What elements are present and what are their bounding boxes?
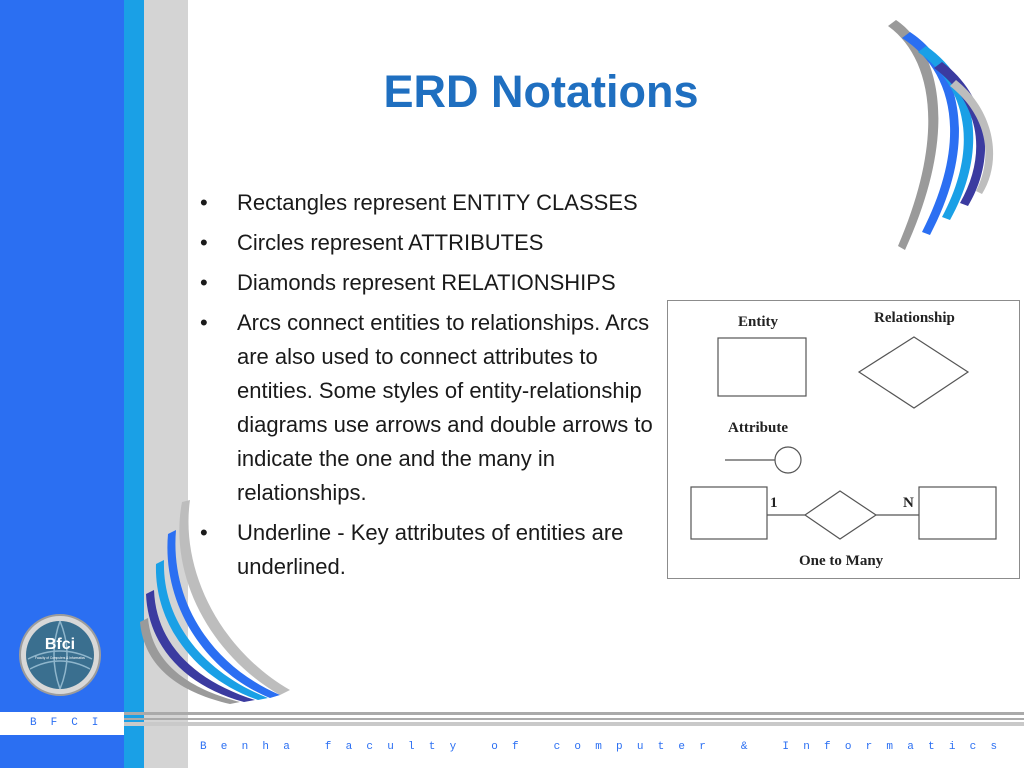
one-entity-rectangle — [691, 487, 767, 539]
entity-label: Entity — [738, 314, 779, 330]
page-title: ERD Notations — [383, 66, 699, 117]
bullet-item-underline — [196, 516, 666, 584]
relationship-diamond — [859, 337, 968, 408]
bullet-text: Arcs connect entities to relationships. Arcs are also used to connect attributes to entities. Some styles of entity-relationship diagrams use arrows and double arrows to indicate the one and the many in relationships. — [237, 310, 653, 505]
bullet-list — [196, 186, 666, 590]
relationship-label: Relationship — [874, 310, 955, 326]
bullet-item-entities — [196, 186, 666, 220]
erd-notation-figure — [667, 300, 1020, 579]
one-to-many-diamond — [805, 491, 876, 539]
bullet-dot: • — [200, 520, 208, 545]
bullet-item-attributes — [196, 226, 666, 260]
logo-subtext: Faculty of Computers & Informatics — [35, 656, 85, 660]
bfci-logo — [18, 613, 102, 697]
bullet-dot: • — [200, 270, 208, 295]
one-cardinality-label: 1 — [770, 495, 778, 511]
many-cardinality-label: N — [903, 495, 914, 511]
footer-divider — [124, 722, 1024, 726]
one-to-many-caption: One to Many — [799, 553, 884, 569]
bullet-item-relationships — [196, 266, 666, 300]
bullet-item-arcs — [196, 306, 666, 510]
bullet-dot: • — [200, 190, 208, 215]
logo-text: Bfci — [44, 636, 76, 653]
bullet-text: Rectangles represent ENTITY CLASSES — [237, 190, 638, 215]
attribute-circle — [775, 447, 801, 473]
many-entity-rectangle — [919, 487, 996, 539]
decorative-swoosh-top-right — [830, 10, 1010, 280]
bullet-dot: • — [200, 310, 208, 335]
bullet-text: Underline - Key attributes of entities are underlined. — [237, 520, 624, 579]
footer-divider — [124, 712, 1024, 715]
bullet-text: Diamonds represent RELATIONSHIPS — [237, 270, 616, 295]
footer-divider — [124, 718, 1024, 720]
entity-rectangle — [718, 338, 806, 396]
bullet-text: Circles represent ATTRIBUTES — [237, 230, 544, 255]
sidebar-abbreviation: BFCI — [0, 712, 124, 735]
attribute-label: Attribute — [728, 420, 788, 436]
bullet-dot: • — [200, 230, 208, 255]
footer-text: Benha faculty of computer & Informatics — [200, 741, 1012, 753]
